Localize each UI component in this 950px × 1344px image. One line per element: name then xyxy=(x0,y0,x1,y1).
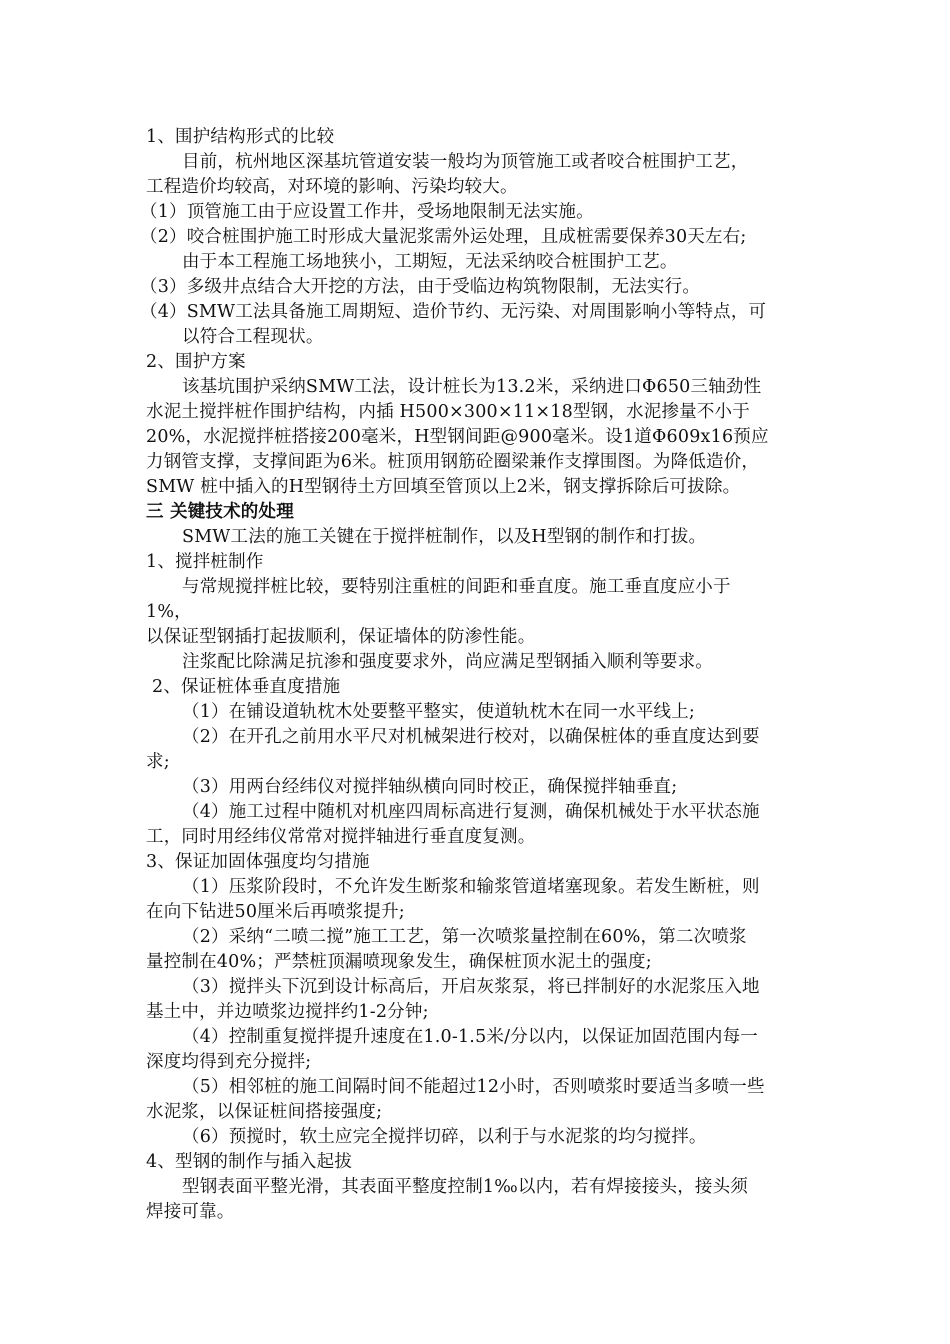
list-item-continuation: 基土中，并边喷浆边搅拌约1-2分钟; xyxy=(146,1002,429,1022)
list-item-line: （3）搅拌头下沉到设计标高后，开启灰浆泵，将已拌制好的水泥浆压入地 xyxy=(182,977,760,997)
paragraph-line: 以保证型钢插打起拔顺利，保证墙体的防渗性能。 xyxy=(146,627,536,647)
list-item-line: （2）采纳“二喷二搅”施工工艺，第一次喷浆量控制在60%，第二次喷浆 xyxy=(182,927,747,947)
list-item-continuation: 以符合工程现状。 xyxy=(182,327,324,347)
list-item-line: （3）多级井点结合大开挖的方法，由于受临边构筑物限制，无法实行。 xyxy=(140,277,701,297)
paragraph-line: 20%，水泥搅拌桩搭接200毫米，H型钢间距@900毫米。设1道Φ609x16预应 xyxy=(146,427,769,447)
paragraph-line: 力钢管支撑，支撑间距为6米。桩顶用钢筋砼圈梁兼作支撑围图。为降低造价， xyxy=(146,452,760,472)
subsection-heading: 3、保证加固体强度均匀措施 xyxy=(146,852,370,872)
list-item-line: （2）咬合桩围护施工时形成大量泥浆需外运处理，且成桩需要保养30天左右; xyxy=(140,227,747,247)
list-item-continuation: 求; xyxy=(146,752,170,772)
list-item-line: （2）在开孔之前用水平尺对机械架进行校对，以确保桩体的垂直度达到要 xyxy=(182,727,760,747)
paragraph-line: 目前，杭州地区深基坑管道安装一般均为顶管施工或者咬合桩围护工艺， xyxy=(182,152,749,172)
subsection-heading: 2、保证桩体垂直度措施 xyxy=(152,677,341,697)
section-heading-2: 2、围护方案 xyxy=(146,352,246,372)
subsection-heading: 1、搅拌桩制作 xyxy=(146,552,264,572)
list-item-continuation: 在向下钻进50厘米后再喷浆提升; xyxy=(146,902,405,922)
section-heading-1: 1、围护结构形式的比较 xyxy=(146,127,335,147)
paragraph-line: 1%， xyxy=(146,602,192,622)
list-item-line: （6）预搅时，软土应完全搅拌切碎，以利于与水泥浆的均匀搅拌。 xyxy=(182,1127,707,1147)
paragraph-line: 与常规搅拌桩比较，要特别注重桩的间距和垂直度。施工垂直度应小于 xyxy=(182,577,731,597)
paragraph-line: 水泥土搅拌桩作围护结构，内插 H500×300×11×18型钢，水泥掺量不小于 xyxy=(146,402,750,422)
list-item-continuation: 量控制在40%；严禁桩顶漏喷现象发生，确保桩顶水泥土的强度; xyxy=(146,952,652,972)
list-item-line: （1）顶管施工由于应设置工作井，受场地限制无法实施。 xyxy=(140,202,594,222)
paragraph-line: 焊接可靠。 xyxy=(146,1202,235,1222)
paragraph-line: SMW工法的施工关键在于搅拌桩制作，以及H型钢的制作和打拔。 xyxy=(182,527,707,547)
list-item-line: （4）控制重复搅拌提升速度在1.0-1.5米/分以内，以保证加固范围内每一 xyxy=(182,1027,759,1047)
subsection-heading: 4、型钢的制作与插入起拔 xyxy=(146,1152,353,1172)
list-item-line: （4）SMW工法具备施工周期短、造价节约、无污染、对周围影响小等特点，可 xyxy=(140,302,767,322)
paragraph-line: SMW 桩中插入的H型钢待土方回填至管顶以上2米，钢支撑拆除后可拔除。 xyxy=(146,477,741,497)
list-item-continuation: 工，同时用经纬仪常常对搅拌轴进行垂直度复测。 xyxy=(146,827,536,847)
list-item-line: （3）用两台经纬仪对搅拌轴纵横向同时校正，确保搅拌轴垂直; xyxy=(182,777,678,797)
list-item-continuation: 水泥浆，以保证桩间搭接强度; xyxy=(146,1102,383,1122)
paragraph-line: 型钢表面平整光滑，其表面平整度控制1‰以内，若有焊接接头，接头须 xyxy=(182,1177,749,1197)
chapter-heading-3: 三 关键技术的处理 xyxy=(146,502,294,522)
paragraph-line: 该基坑围护采纳SMW工法，设计桩长为13.2米，采纳进口Φ650三轴劲性 xyxy=(182,377,762,397)
list-item-line: （1）压浆阶段时，不允许发生断浆和输浆管道堵塞现象。若发生断桩，则 xyxy=(182,877,760,897)
list-item-continuation: 深度均得到充分搅拌; xyxy=(146,1052,312,1072)
list-item-continuation: 由于本工程施工场地狭小，工期短，无法采纳咬合桩围护工艺。 xyxy=(182,252,678,272)
paragraph-line: 工程造价均较高，对环境的影响、污染均较大。 xyxy=(146,177,518,197)
paragraph-line: 注浆配比除满足抗渗和强度要求外，尚应满足型钢插入顺利等要求。 xyxy=(182,652,713,672)
list-item-line: （5）相邻桩的施工间隔时间不能超过12小时，否则喷浆时要适当多喷一些 xyxy=(182,1077,765,1097)
list-item-line: （1）在铺设道轨枕木处要整平整实，使道轨枕木在同一水平线上; xyxy=(182,702,696,722)
list-item-line: （4）施工过程中随机对机座四周标高进行复测，确保机械处于水平状态施 xyxy=(182,802,760,822)
